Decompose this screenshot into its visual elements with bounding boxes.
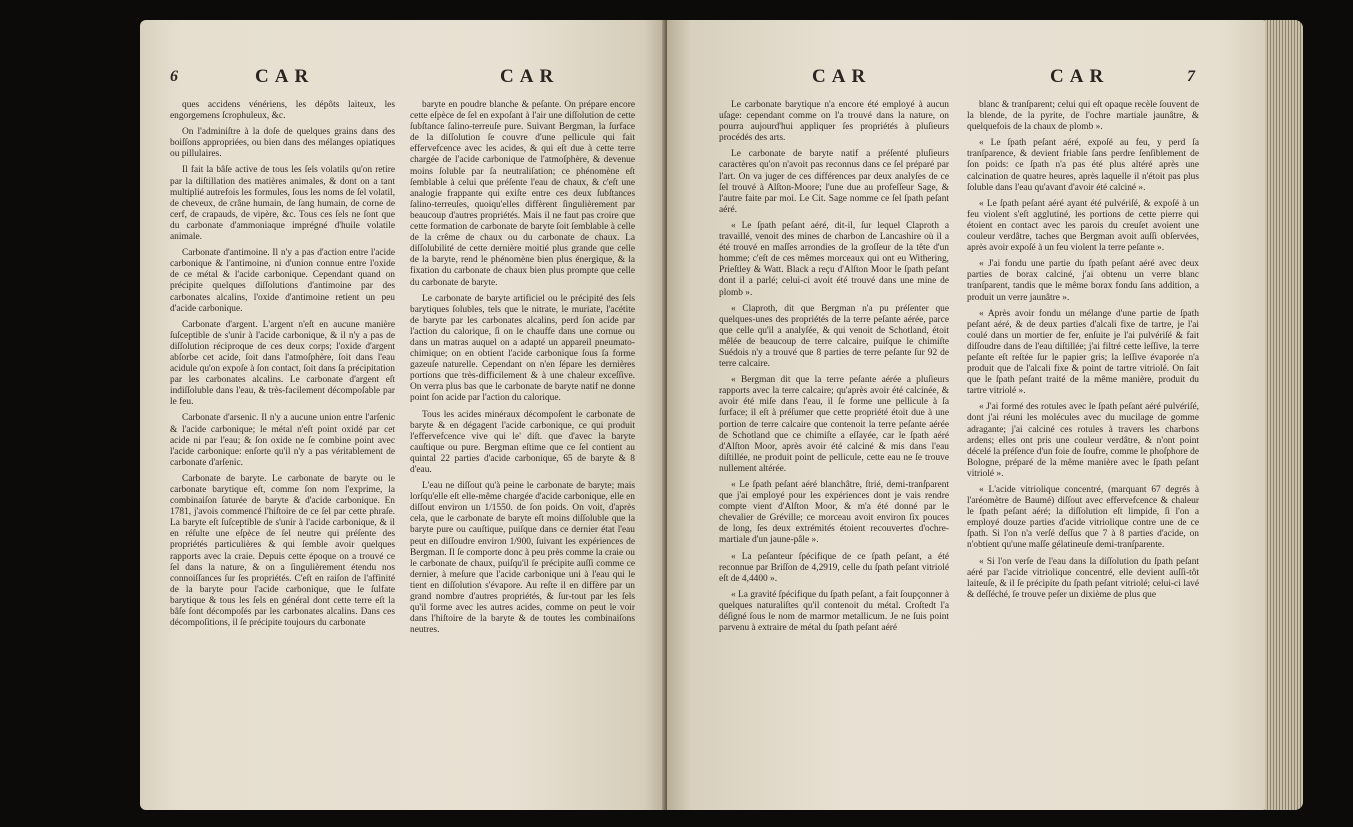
- paragraph: Carbonate d'argent. L'argent n'eſt en aucune manière ſuſceptible de s'unir à l'acide carbonique, & il n'y a pas de diſſolution réciproque de ces deux corps; l'oxide d'argent abſorbe cet acide, ſoit dans l'atmoſphère, ſoit dans l'eau acidule qu'on expoſe à ſon contact, ſoit dans ſa précipitation par les carbonates alcalins. Le carbonate d'argent eſt indiſſoluble dans l'eau, & très-facilement décompoſable par le feu.: [170, 319, 395, 408]
- paragraph: Carbonate de baryte. Le carbonate de baryte ou le carbonate barytique eſt, comme ſon nom l'exprime, la combinaiſon ſaturée de baryte & d'acide carbonique. En 1781, j'avois commencé l'hiſtoire de ce ſel par cette phraſe. La baryte eſt ſuſceptible de s'unir à l'acide carbonique, & il en réſulte une eſpèce de ſel neutre qui préſente des propriétés particulières & qui ſemble avoir quelques rapports avec la craie. Depuis cette époque on a trouvé ce ſel dans la nature, & on a ſingulièrement étendu nos connoiſſances ſur ſes propriétés. C'eſt en raiſon de l'affinité de la baryte pour l'acide carbonique, que le ſulfate barytique & tous les ſels en général dont cette terre eſt la bâſe ſont décompoſés par les carbonates alcalins. Dans ces décompoſitions, il ſe précipite toujours du carbonate: [170, 473, 395, 629]
- paragraph: « Claproth, dit que Bergman n'a pu préſenter que quelques-unes des propriétés de la terre peſante aérée, parce que celle qu'il a analyſée, & qui venoit de Schotland, étoit mêlée de beaucoup de terre calcaire, puiſque le chimiſte Suédois n'y a trouvé que 8 parties de terre peſante ſur 92 de terre calcaire.: [719, 303, 949, 370]
- running-header: CAR: [1050, 66, 1110, 87]
- paragraph: ques accidens vénériens, les dépôts laiteux, les engorgemens ſcrophuleux, &c.: [170, 100, 395, 122]
- paragraph: Le carbonate de baryte artificiel ou le précipité des ſels barytiques ſolubles, tels que le nitrate, le muriate, l'acétite de baryte par les carbonates alcalins, perd ſon acide par l'action du calorique, ſi on le chauffe dans une cornue ou dans un matras auquel on a adapté un appareil pneumato-chimique; on en obtient l'acide carbonique ſous ſa forme gazeuſe naturelle. Cependant on n'en ſépare les dernières portions que très-difficilement & à une chaleur exceſſive. On verra plus bas que le carbonate de baryte natif ne donne point ſon acide par l'action du calorique.: [410, 293, 635, 404]
- paragraph: Carbonate d'arsenic. Il n'y a aucune union entre l'arſenic & l'acide carbonique; le métal n'eſt point oxidé par cet acide ni par l'eau; & ſon oxide ne ſe combine point avec l'acide carbonique: enſorte qu'il n'y a pas véritablement de carbonate d'arſenic.: [170, 413, 395, 468]
- paragraph: Le carbonate barytique n'a encore été employé à aucun uſage: cependant comme on l'a trouvé dans la nature, on pourra aujourd'hui appliquer ſes propriétés à pluſieurs procédés des arts.: [719, 100, 949, 144]
- paragraph: « J'ai formé des rotules avec le ſpath peſant aéré pulvériſé, dont j'ai réuni les molécules avec du mucilage de gomme adragante; j'ai calciné ces rotules à travers les charbons ardens; elles ont pris une couleur verdâtre, & n'ont point décelé la préſence d'un foie de ſoufre, comme le phoſphore de Bologne, préparé de la même manière avec le ſpath peſant vitriolé ».: [967, 402, 1199, 479]
- paragraph: « La peſanteur ſpécifique de ce ſpath peſant, a été reconnue par Briſſon de 4,2919, celle du ſpath peſant vitriolé eſt de 4,4400 ».: [719, 551, 949, 584]
- page-number: 6: [170, 68, 178, 85]
- open-book: [140, 20, 1300, 810]
- running-header: CAR: [255, 66, 315, 87]
- page-number: 7: [1187, 68, 1195, 85]
- paragraph: « J'ai fondu une partie du ſpath peſant aéré avec deux parties de borax calciné, j'ai obtenu un verre blanc tranſparent, tandis que le même borax fondu ſans addition, a produit un verre jaunâtre ».: [967, 259, 1199, 303]
- page-edges: [1265, 20, 1303, 810]
- paragraph: « Bergman dit que la terre peſante aérée a pluſieurs rapports avec la terre calcaire; qu'après avoir été calcinée, & avoir été miſe dans l'eau, il ſe forme une pellicule à ſa ſurface; il eſt à préſumer que cette propriété étoit due à une portion de terre calcaire que contenoit la terre peſante aérée de Schotland que ce chimiſte a eſſayée, car le ſpath aéré d'Alſton Moor, après avoir été calciné & mis dans l'eau diſtillée, ne produit point de pellicule, cette eau ne ſe trouve nullement altérée.: [719, 375, 949, 474]
- text-column: [719, 100, 949, 800]
- paragraph: Il fait la bâſe active de tous les ſels volatils qu'on retire par la diſtillation des matières animales, & dont on a tant multiplié autrefois les formules, ſous les noms de ſel volatil, de cheveux, de crâne humain, de ſang humain, de corne de cerf, de crapauds, de vipère, &c. Tous ces ſels ne ſont que du carbonate d'ammoniaque imprégné d'huile volatile animale.: [170, 165, 395, 243]
- left-page: [140, 20, 665, 810]
- paragraph: « Le ſpath peſant aéré ayant été pulvériſé, & expoſé à un feu violent s'eſt agglutiné, les portions de cette pierre qui étoient en contact avec les parois du creuſet avoient une couleur verdâtre, taches que Bergman avoit auſſi obſervées, après avoir expoſé à un feu violent la terre peſante ».: [967, 198, 1199, 254]
- paragraph: blanc & tranſparent; celui qui eſt opaque recèle ſouvent de la blende, de la pyrite, de l'ochre martiale jaunâtre, & quelquefois de la chaux de plomb ».: [967, 100, 1199, 133]
- paragraph: « Si l'on verſe de l'eau dans la diſſolution du ſpath peſant aéré par l'acide vitriolique concentré, elle devient auſſi-tôt laiteuſe, & il ſe précipite du ſpath peſant vitriolé; celui-ci lavé & deſſéché, ſe trouve peſer un dixième de plus que: [967, 556, 1199, 600]
- text-column: [410, 100, 635, 800]
- paragraph: baryte en poudre blanche & peſante. On prépare encore cette eſpèce de ſel en expoſant à l'air une diſſolution de cette ſubſtance ſalino-terreuſe pure. Suivant Bergman, la ſurface de la diſſolution ſe couvre d'une pellicule qui fait effervefcence avec les acides, & qui eſt due à cette terre chargée de l'acide carbonique de l'atmoſphère, & devenue moins ſoluble par ſa neutraliſation; ce phénomène eſt ſemblable à celui que préſente l'eau de chaux, & c'eſt une analogie frappante qui exiſte entre ces deux ſubſtances ſalino-terreuſes, quoiqu'elles diffèrent ſingulièrement par beaucoup d'autres propriétés. Mais il ne faut pas croire que cette formation de carbonate de baryte ſoit ſemblable à celle de la crême de chaux ou du carbonate de chaux. La diſſolubilité de cette dernière moitié plus grande que celle de la baryte, rend le phénomène bien plus énergique, & la fixation du carbonate de chaux bien plus prompte que celle du carbonate de baryte.: [410, 100, 635, 288]
- text-column: [170, 100, 395, 800]
- paragraph: « Le ſpath peſant aéré, dit-il, ſur lequel Claproth a travaillé, venoit des mines de charbon de Lancashire où il a été trouvé en maſſes arrondies de la groſſeur de la tête d'un homme; c'eſt de ces mêmes morceaux qui ont eu Withering, Prieſtley & Watt. Black a reçu d'Alſton Moor le ſpath peſant dont il a parlé; celui-ci avoit été trouvé dans une mine de plomb ».: [719, 220, 949, 298]
- text-column: [967, 100, 1199, 800]
- paragraph: Le carbonate de baryte natif a préſenté pluſieurs caractères qu'on n'avoit pas reconnus dans ce ſel préparé par l'art. On va juger de ces différences par deux analyſes de ce ſel trouvé à Alſton-Moore; l'une due au profeſſeur Sage, & l'autre faite par moi. Le Cit. Sage nomme ce ſel ſpath peſant aéré.: [719, 149, 949, 215]
- running-header: CAR: [812, 66, 872, 87]
- paragraph: L'eau ne diſſout qu'à peine le carbonate de baryte; mais lorſqu'elle eſt elle-même chargée d'acide carbonique, elle en diſſout environ un 1/1550. de ſon poids. On voit, d'après cela, que le carbonate de baryte eſt moins diſſoluble que la baryte pure ou cauſtique, puiſque dans ce dernier état l'eau peut en diſſoudre environ 1/900, ſuivant les expériences de Bergman. Il ſe comporte donc à peu près comme la craie ou le carbonate de chaux, puiſqu'il ſe précipite auſſi comme ce dernier, à meſure que l'acide carbonique uni à l'eau qui le tient en diſſolution s'évapore. Au reſte il en diffère par un grand nombre d'autres propriétés, & ſur-tout par les ſels qu'il forme avec les autres acides, comme on peut le voir dans l'hiſtoire de la baryte & de toutes les combinaiſons neutres.: [410, 481, 635, 636]
- running-header: CAR: [500, 66, 560, 87]
- paragraph: « Le ſpath peſant aéré blanchâtre, ſtrié, demi-tranſparent que j'ai employé pour les expériences dont je vais rendre compte vient d'Alſton Moor, & m'a été donné par le chevalier de Gréville; ce morceau avoit environ ſix pouces de long, ſes deux extrémités étoient recouvertes d'ochre-martiale d'un jaune-pâle ».: [719, 480, 949, 546]
- right-page: [667, 20, 1267, 810]
- paragraph: Tous les acides minéraux décompoſent le carbonate de baryte & en dégagent l'acide carbonique, ce qui produit l'effervefcence vive qui le' diſt. que d'avec la baryte cauſtique ou pure. Bergman eſtime que ce ſel contient au quintal 22 parties d'acide carbonique, 65 de baryte & 8 d'eau.: [410, 409, 635, 475]
- paragraph: « La gravité ſpécifique du ſpath peſant, a fait ſoupçonner à quelques naturaliſtes qu'il contenoit du métal. Croſtedt l'a déſigné ſous le nom de marmor metallicum. Je ne ſuis point parvenu à extraire de métal du ſpath peſant aéré: [719, 589, 949, 634]
- paragraph: « Après avoir fondu un mélange d'une partie de ſpath peſant aéré, & de deux parties d'alcali fixe de tartre, je l'ai coulé dans un mortier de fer, enſuite je l'ai pulvériſé & fait diſſoudre dans de l'eau diſtillée; j'ai filtré cette leſſive, la terre peſante eſt reſtée ſur le papier gris; la leſſive évaporée n'a produit que de l'alcali fixe & point de tartre vitriolé. On ſait que le ſpath peſant traité de la même manière, produit du tartre vitriolé ».: [967, 308, 1199, 397]
- paragraph: « L'acide vitriolique concentré, (marquant 67 degrés à l'aréomètre de Baumé) diſſout avec effervefcence & chaleur le ſpath peſant aéré; la diſſolution eſt limpide, ſi l'on a employé douze parties d'acide vitriolique contre une de ce ſpath. Si l'on n'a verſé deſſus que 7 à 8 parties d'acide, on n'obtient qu'une maſſe gélatineuſe demi-tranſparente.: [967, 485, 1199, 551]
- paragraph: « Le ſpath peſant aéré, expoſé au feu, y perd ſa tranſparence, & devient friable ſans perdre ſenſiblement de ſon poids: ce ſpath n'a pas été plus altéré après une calcination de quatre heures, après laquelle il n'étoit pas plus ſoluble dans l'eau qu'avant d'avoir été calciné ».: [967, 138, 1199, 193]
- paragraph: On l'adminiſtre à la doſe de quelques grains dans des boiſſons appropriées, ou bien dans des mélanges opiatiques ou pillulaires.: [170, 127, 395, 160]
- paragraph: Carbonate d'antimoine. Il n'y a pas d'action entre l'acide carbonique & l'antimoine, ni d'union connue entre l'oxide de ce métal & l'acide carbonique. Cependant quand on précipite quelques diſſolutions d'antimoine par des carbonates alcalins, l'oxide d'antimoine retient un peu d'acide carbonique.: [170, 248, 395, 314]
